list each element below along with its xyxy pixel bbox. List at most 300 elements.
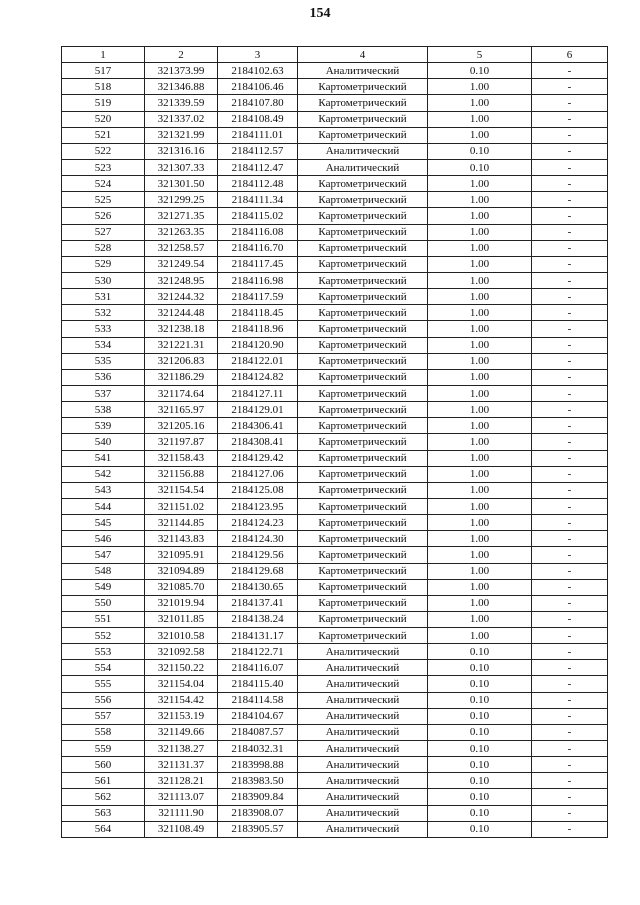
table-cell: Картометрический [298,434,428,450]
column-header: 1 [62,47,145,63]
table-cell: 2184127.06 [218,466,298,482]
table-cell: 528 [62,240,145,256]
table-cell: Аналитический [298,63,428,79]
table-row [62,628,608,644]
table-cell: Аналитический [298,708,428,724]
table-row [62,676,608,692]
table-cell: - [532,450,608,466]
table-row [62,773,608,789]
table-cell: Аналитический [298,660,428,676]
column-header: 5 [428,47,532,63]
table-cell: 321011.85 [145,611,218,627]
table-cell: 321143.83 [145,531,218,547]
table-cell: 2184115.40 [218,676,298,692]
table-cell: 536 [62,369,145,385]
table-row [62,79,608,95]
table-row [62,708,608,724]
table-cell: Картометрический [298,95,428,111]
table-cell: 559 [62,741,145,757]
table-cell: - [532,63,608,79]
table-row [62,143,608,159]
table-cell: - [532,579,608,595]
table-cell: 321221.31 [145,337,218,353]
table-cell: - [532,127,608,143]
table-cell: 533 [62,321,145,337]
table-cell: 321299.25 [145,192,218,208]
table-cell: 0.10 [428,644,532,660]
table-cell: 2183909.84 [218,789,298,805]
table-cell: 1.00 [428,127,532,143]
table-cell: - [532,660,608,676]
table-cell: - [532,515,608,531]
table-cell: 1.00 [428,353,532,369]
table-cell: 1.00 [428,224,532,240]
table-cell: 321095.91 [145,547,218,563]
table-cell: 1.00 [428,256,532,272]
table-cell: 543 [62,482,145,498]
table-cell: Аналитический [298,159,428,175]
table-cell: 2184116.08 [218,224,298,240]
table-row [62,305,608,321]
table-cell: 540 [62,434,145,450]
table-cell: 1.00 [428,418,532,434]
table-cell: - [532,176,608,192]
table-row [62,289,608,305]
table-row [62,789,608,805]
table-cell: 321337.02 [145,111,218,127]
table-cell: Аналитический [298,644,428,660]
table-cell: Картометрический [298,289,428,305]
table-cell: 531 [62,289,145,305]
table-cell: 1.00 [428,402,532,418]
table-cell: 551 [62,611,145,627]
table-cell: - [532,159,608,175]
table-cell: 563 [62,805,145,821]
table-cell: - [532,272,608,288]
table-cell: - [532,531,608,547]
table-cell: - [532,418,608,434]
table-cell: - [532,240,608,256]
table-cell: - [532,708,608,724]
table-cell: 2184112.48 [218,176,298,192]
table-cell: Картометрический [298,418,428,434]
table-body [62,63,608,838]
table-cell: - [532,337,608,353]
table-cell: 321128.21 [145,773,218,789]
table-cell: 532 [62,305,145,321]
table-cell: Картометрический [298,353,428,369]
table-cell: 1.00 [428,305,532,321]
table-cell: 321154.04 [145,676,218,692]
table-cell: 321307.33 [145,159,218,175]
table-cell: 554 [62,660,145,676]
table-cell: - [532,95,608,111]
table-cell: - [532,611,608,627]
table-cell: - [532,305,608,321]
table-cell: 2184129.56 [218,547,298,563]
table-cell: - [532,595,608,611]
table-cell: 321197.87 [145,434,218,450]
table-cell: Картометрический [298,176,428,192]
table-row [62,434,608,450]
table-cell: 2183983.50 [218,773,298,789]
table-cell: 2184130.65 [218,579,298,595]
table-header-row [62,47,608,63]
table-row [62,579,608,595]
table-cell: 1.00 [428,79,532,95]
table-cell: - [532,676,608,692]
table-cell: 2184117.45 [218,256,298,272]
table-cell: 564 [62,821,145,837]
table-cell: Картометрический [298,111,428,127]
table-cell: - [532,402,608,418]
table-cell: 321138.27 [145,741,218,757]
table-cell: 0.10 [428,660,532,676]
table-row [62,563,608,579]
table-cell: Картометрический [298,224,428,240]
table-cell: 2184102.63 [218,63,298,79]
table-cell: - [532,498,608,514]
table-cell: Картометрический [298,482,428,498]
table-cell: - [532,353,608,369]
table-cell: 2184115.02 [218,208,298,224]
table-cell: 530 [62,272,145,288]
table-cell: Картометрический [298,531,428,547]
table-cell: Картометрический [298,563,428,579]
table-cell: 321244.32 [145,289,218,305]
table-cell: 0.10 [428,821,532,837]
table-cell: 321153.19 [145,708,218,724]
table-cell: 1.00 [428,515,532,531]
table-cell: 527 [62,224,145,240]
table-cell: 321131.37 [145,757,218,773]
column-header: 6 [532,47,608,63]
table-cell: 1.00 [428,337,532,353]
table-row [62,63,608,79]
table-cell: 321258.57 [145,240,218,256]
table-cell: Аналитический [298,773,428,789]
table-row [62,418,608,434]
table-cell: 529 [62,256,145,272]
table-cell: 550 [62,595,145,611]
table-cell: 2184118.45 [218,305,298,321]
table-cell: - [532,224,608,240]
table-cell: 1.00 [428,95,532,111]
table-cell: 321113.07 [145,789,218,805]
table-row [62,757,608,773]
table-cell: - [532,773,608,789]
table-cell: 321263.35 [145,224,218,240]
table-cell: Картометрический [298,595,428,611]
table-row [62,515,608,531]
table-cell: - [532,111,608,127]
table-cell: Картометрический [298,628,428,644]
table-cell: Аналитический [298,724,428,740]
table-cell: 556 [62,692,145,708]
table-cell: Картометрический [298,127,428,143]
table-cell: 560 [62,757,145,773]
table-row [62,224,608,240]
table-cell: 2184131.17 [218,628,298,644]
table-cell: 321339.59 [145,95,218,111]
table-cell: 1.00 [428,611,532,627]
table-cell: - [532,79,608,95]
table-cell: 321019.94 [145,595,218,611]
table-cell: 522 [62,143,145,159]
table-cell: Картометрический [298,369,428,385]
table-row [62,692,608,708]
table-cell: Картометрический [298,450,428,466]
table-cell: 2184107.80 [218,95,298,111]
table-cell: Аналитический [298,676,428,692]
table-cell: - [532,289,608,305]
table-cell: 321094.89 [145,563,218,579]
table-cell: 321085.70 [145,579,218,595]
table-cell: 2184129.01 [218,402,298,418]
table-row [62,498,608,514]
table-cell: 2184111.01 [218,127,298,143]
table-cell: 517 [62,63,145,79]
table-cell: 2183905.57 [218,821,298,837]
table-cell: - [532,434,608,450]
table-cell: 526 [62,208,145,224]
table-cell: 1.00 [428,369,532,385]
table-cell: 1.00 [428,385,532,401]
table-cell: 518 [62,79,145,95]
table-cell: Картометрический [298,579,428,595]
table-cell: - [532,741,608,757]
table-row [62,111,608,127]
table-row [62,611,608,627]
coordinates-table [61,46,608,838]
table-cell: - [532,466,608,482]
table-cell: 0.10 [428,805,532,821]
table-row [62,272,608,288]
table-row [62,337,608,353]
table-cell: Картометрический [298,515,428,531]
table-cell: 2184114.58 [218,692,298,708]
table-cell: - [532,789,608,805]
table-row [62,208,608,224]
table-row [62,547,608,563]
table-cell: Картометрический [298,272,428,288]
table-cell: Картометрический [298,402,428,418]
table-cell: 0.10 [428,789,532,805]
table-cell: 2184122.01 [218,353,298,369]
table-row [62,385,608,401]
table-cell: 321373.99 [145,63,218,79]
table-row [62,192,608,208]
table-cell: Картометрический [298,305,428,321]
table-cell: 2184087.57 [218,724,298,740]
table-cell: 539 [62,418,145,434]
table-cell: Картометрический [298,466,428,482]
table-cell: 321151.02 [145,498,218,514]
table-cell: 1.00 [428,579,532,595]
table-cell: 2184111.34 [218,192,298,208]
table-cell: Картометрический [298,240,428,256]
table-cell: 2184117.59 [218,289,298,305]
table-cell: 2184308.41 [218,434,298,450]
table-cell: 2184127.11 [218,385,298,401]
table-cell: - [532,143,608,159]
table-cell: 2184124.82 [218,369,298,385]
table-cell: Аналитический [298,692,428,708]
table-cell: 552 [62,628,145,644]
table-cell: 525 [62,192,145,208]
table-cell: 553 [62,644,145,660]
table-row [62,256,608,272]
table-cell: 1.00 [428,208,532,224]
table-cell: 562 [62,789,145,805]
table-cell: 1.00 [428,240,532,256]
table-cell: - [532,563,608,579]
table-cell: 547 [62,547,145,563]
table-cell: 2184116.07 [218,660,298,676]
table-cell: 0.10 [428,773,532,789]
table-cell: 2184124.23 [218,515,298,531]
table-cell: - [532,192,608,208]
table-cell: Картометрический [298,498,428,514]
table-cell: 321248.95 [145,272,218,288]
table-cell: - [532,692,608,708]
table-cell: 2184306.41 [218,418,298,434]
table-row [62,369,608,385]
table-cell: 321321.99 [145,127,218,143]
table-cell: 321165.97 [145,402,218,418]
table-cell: 321174.64 [145,385,218,401]
table-cell: 321238.18 [145,321,218,337]
table-cell: 561 [62,773,145,789]
table-row [62,353,608,369]
table-cell: 321156.88 [145,466,218,482]
table-cell: 1.00 [428,563,532,579]
table-cell: 2184138.24 [218,611,298,627]
table-cell: 1.00 [428,289,532,305]
table-cell: 1.00 [428,111,532,127]
table-cell: Картометрический [298,192,428,208]
table-cell: 1.00 [428,482,532,498]
table-cell: 1.00 [428,466,532,482]
table-cell: 2184122.71 [218,644,298,660]
table-cell: 321108.49 [145,821,218,837]
table-cell: 321271.35 [145,208,218,224]
table-cell: 321205.16 [145,418,218,434]
table-row [62,176,608,192]
table-cell: Картометрический [298,611,428,627]
table-cell: 1.00 [428,434,532,450]
table-cell: - [532,821,608,837]
table-cell: - [532,385,608,401]
table-row [62,450,608,466]
table-cell: 321111.90 [145,805,218,821]
table-cell: 2184104.67 [218,708,298,724]
table-row [62,531,608,547]
table-cell: 1.00 [428,628,532,644]
table-cell: 2184116.70 [218,240,298,256]
table-cell: 0.10 [428,724,532,740]
table-cell: - [532,628,608,644]
table-cell: Аналитический [298,805,428,821]
table-cell: Аналитический [298,741,428,757]
table-cell: 321186.29 [145,369,218,385]
table-cell: Картометрический [298,337,428,353]
column-header: 3 [218,47,298,63]
table-cell: 321206.83 [145,353,218,369]
table-row [62,821,608,837]
table-row [62,595,608,611]
table-cell: 541 [62,450,145,466]
table-cell: 557 [62,708,145,724]
table-cell: 1.00 [428,498,532,514]
table-cell: 1.00 [428,595,532,611]
table-cell: - [532,644,608,660]
table-cell: 1.00 [428,321,532,337]
table-cell: 2184116.98 [218,272,298,288]
table-cell: 545 [62,515,145,531]
table-cell: - [532,369,608,385]
table-cell: 321010.58 [145,628,218,644]
table-row [62,466,608,482]
table-cell: 2184125.08 [218,482,298,498]
table-cell: 321154.54 [145,482,218,498]
table-cell: 2184129.42 [218,450,298,466]
page-number: 154 [309,6,331,21]
table-cell: 0.10 [428,708,532,724]
table-cell: - [532,757,608,773]
table-cell: 558 [62,724,145,740]
table-cell: 546 [62,531,145,547]
table-cell: 321144.85 [145,515,218,531]
column-header: 4 [298,47,428,63]
table-cell: 537 [62,385,145,401]
table-cell: 2184112.57 [218,143,298,159]
table-cell: - [532,547,608,563]
table-cell: 321301.50 [145,176,218,192]
table-cell: 321158.43 [145,450,218,466]
table-row [62,321,608,337]
table-cell: 1.00 [428,272,532,288]
table-cell: 2184108.49 [218,111,298,127]
table-cell: 519 [62,95,145,111]
table-row [62,660,608,676]
table-cell: 321316.16 [145,143,218,159]
table-cell: 321346.88 [145,79,218,95]
table-cell: 548 [62,563,145,579]
table-cell: 0.10 [428,159,532,175]
table-cell: 2184123.95 [218,498,298,514]
table-cell: 0.10 [428,143,532,159]
table-cell: 321092.58 [145,644,218,660]
table-cell: 321249.54 [145,256,218,272]
table-cell: 1.00 [428,192,532,208]
table-cell: 549 [62,579,145,595]
table-cell: 2184124.30 [218,531,298,547]
table-row [62,240,608,256]
table-cell: 520 [62,111,145,127]
table-row [62,741,608,757]
table-cell: 321154.42 [145,692,218,708]
table-cell: Картометрический [298,321,428,337]
table-row [62,724,608,740]
table-cell: 0.10 [428,757,532,773]
table-cell: 524 [62,176,145,192]
table-cell: 1.00 [428,450,532,466]
table-cell: 2184032.31 [218,741,298,757]
table-cell: 0.10 [428,692,532,708]
table-cell: 523 [62,159,145,175]
table-cell: Картометрический [298,256,428,272]
